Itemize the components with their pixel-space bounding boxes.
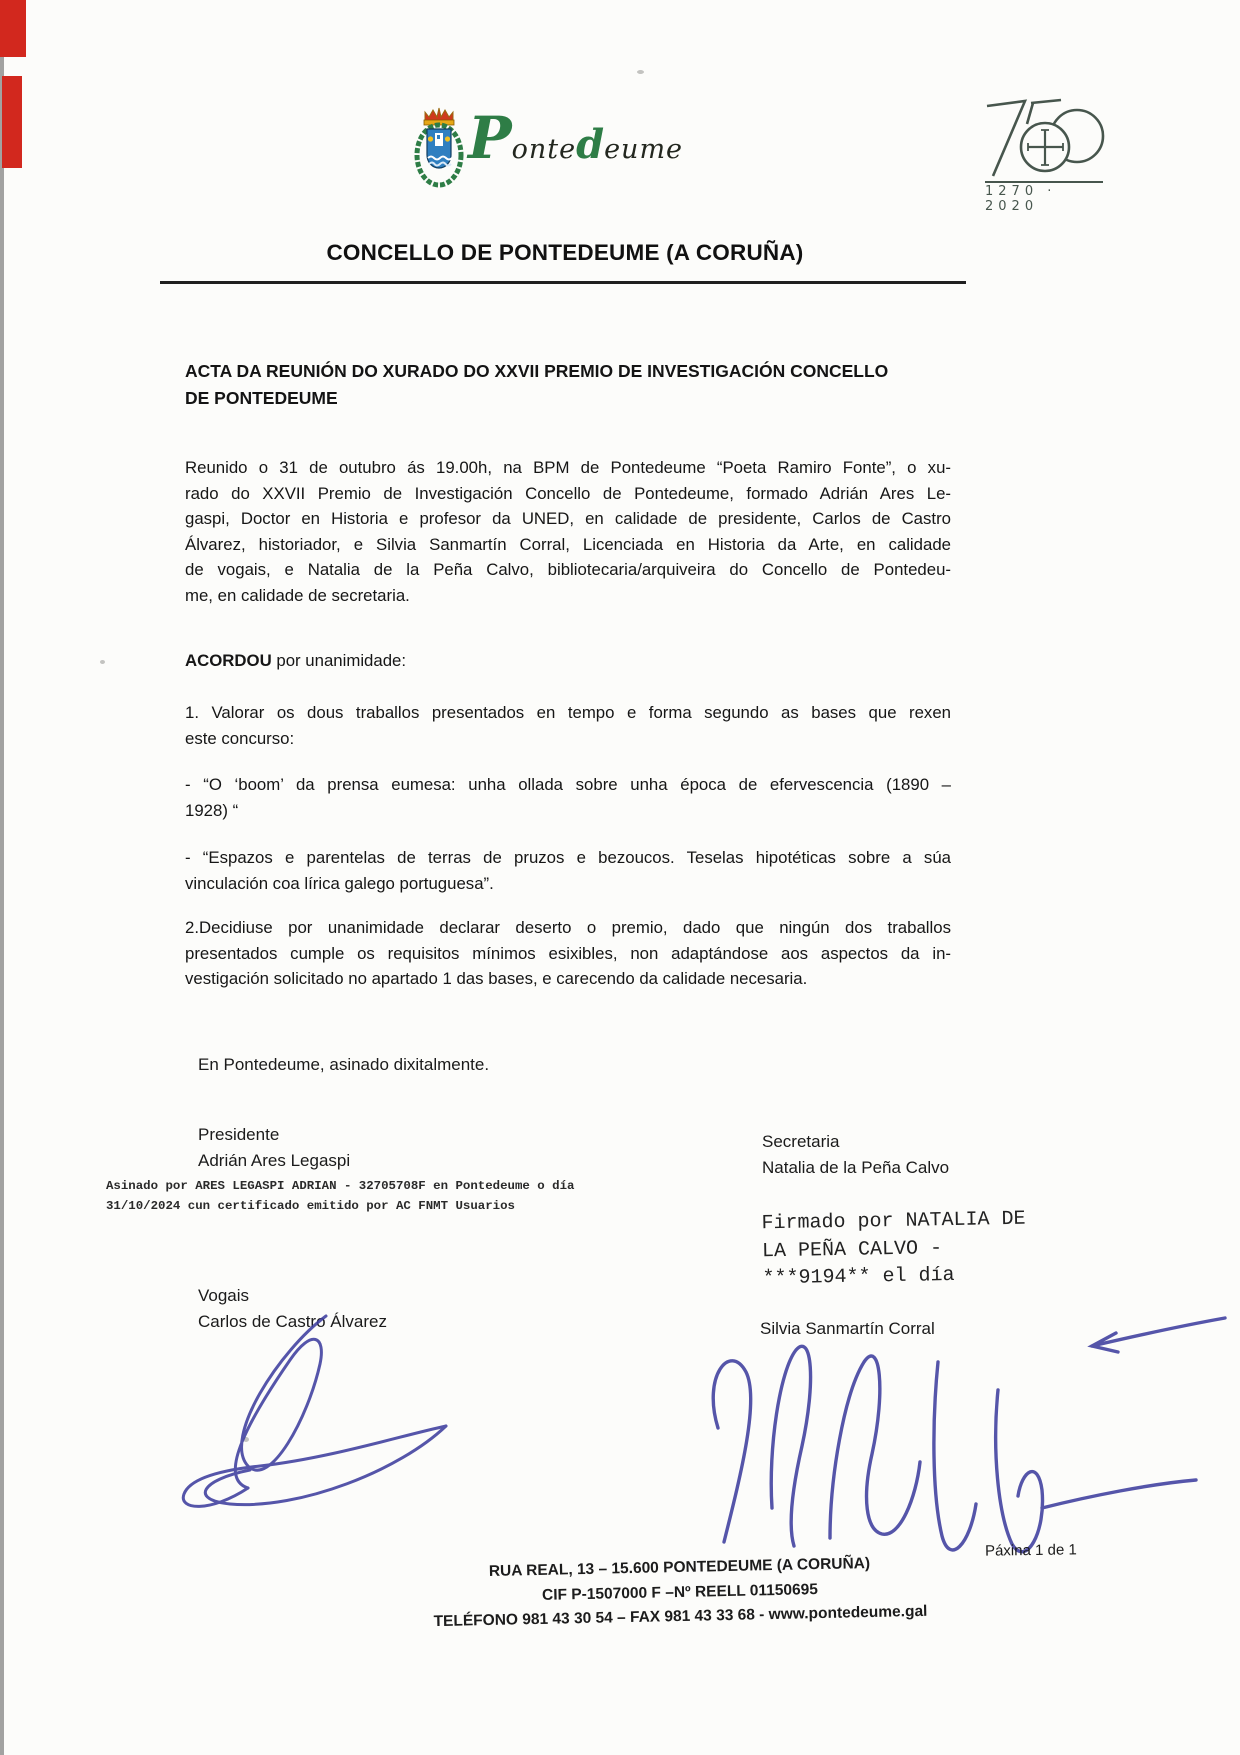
- work-title-2: [185, 845, 951, 896]
- digital-signature-line: 31/10/2024 cun certificado emitido por AC FNMT Usuarios: [106, 1199, 515, 1213]
- arrow-stroke: [1092, 1318, 1225, 1346]
- pontedeume-crest-icon: [414, 106, 464, 188]
- president-block: [198, 1122, 350, 1174]
- vocal-name-carlos: Carlos de Castro Álvarez: [198, 1312, 387, 1331]
- digital-signature-line: ***9194** el día: [762, 1263, 955, 1291]
- document-title-line: DE PONTEDEUME: [185, 388, 338, 408]
- red-corner-mark-bottom: [2, 76, 22, 168]
- red-corner-mark-top: [0, 0, 26, 57]
- digital-signature-line: Firmado por NATALIA DE: [761, 1207, 1026, 1236]
- work-title-1: [185, 772, 951, 823]
- document-title: [185, 358, 955, 412]
- agreement-heading-rest: por unanimidade:: [271, 651, 407, 670]
- work1-line: 1928) “: [185, 800, 239, 820]
- anniversary-750-logo-icon: [985, 96, 1105, 188]
- scan-speck: [637, 70, 644, 74]
- footer-contact-block: [269, 1547, 1090, 1638]
- wordmark-initial-p: P: [468, 104, 512, 172]
- secretary-role-label: Secretaria: [762, 1132, 840, 1151]
- pontedeume-wordmark: [468, 104, 684, 178]
- secretary-digital-signature: [761, 1206, 1026, 1293]
- intro-line: de vogais, e Natalia de la Peña Calvo, bibliotecaria/arquiveira do Concello de Pontedeu-: [185, 560, 951, 580]
- digital-signature-line: Asinado por ARES LEGASPI ADRIAN - 32705708F en Pontedeume o día: [106, 1179, 575, 1193]
- footer-address-line: RUA REAL, 13 – 15.600 PONTEDEUME (A CORUÑA): [488, 1555, 871, 1580]
- secretary-block: [762, 1129, 949, 1181]
- footer-phone-line: TELÉFONO 981 43 30 54 – FAX 981 43 33 68 - www.pontedeume.gal: [433, 1602, 928, 1631]
- scan-speck: [243, 1437, 249, 1442]
- item2-line: presentados cumple os requisitos mínimos esixibles, non adaptándose aos aspectos da in-: [185, 943, 951, 963]
- intro-line: rado do XXVII Premio de Investigación Concello de Pontedeume, formado Adrián Ares Le-: [185, 483, 951, 503]
- president-role-label: Presidente: [198, 1125, 280, 1144]
- item2-line: 2.Decidiuse por unanimidade declarar deserto o premio, dado que ningún dos traballos: [185, 918, 951, 937]
- item2-line: vestigación solicitado no apartado 1 das bases, e carecendo da calidade necesaria.: [185, 969, 808, 989]
- item1-line: 1. Valorar os dous traballos presentados en tempo e forma segundo as bases que rexen: [185, 703, 951, 722]
- wordmark-eume: eume: [604, 134, 684, 165]
- header-rule: [160, 281, 966, 284]
- org-title: CONCELLO DE PONTEDEUME (A CORUÑA): [326, 240, 804, 265]
- intro-line: Álvarez, historiador, e Silvia Sanmartín Corral, Licenciada en Historia da Arte, en calidade: [185, 534, 951, 554]
- vocal-name-silvia: Silvia Sanmartín Corral: [760, 1319, 935, 1338]
- item1-line: este concurso:: [185, 728, 295, 748]
- president-digital-signature: [106, 1176, 574, 1216]
- work1-line: - “O ‘boom’ da prensa eumesa: unha ollada sobre unha época de efervescencia (1890 –: [185, 775, 951, 794]
- wordmark-d: d: [576, 121, 605, 168]
- closing-statement: En Pontedeume, asinado dixitalmente.: [198, 1055, 490, 1074]
- intro-line: me, en calidade de secretaria.: [185, 585, 410, 605]
- agreement-item-1: [185, 700, 951, 751]
- document-title-line: ACTA DA REUNIÓN DO XURADO DO XXVII PREMIO DE INVESTIGACIÓN CONCELLO: [185, 361, 889, 381]
- footer-cif-line: CIF P-1507000 F –Nº REELL 01150695: [541, 1580, 819, 1604]
- work2-line: - “Espazos e parentelas de terras de pruzos e bezoucos. Teselas hipotéticas sobre a súa: [185, 848, 951, 867]
- agreement-heading: [185, 648, 951, 674]
- intro-paragraph: [185, 455, 951, 609]
- vocals-block: [198, 1283, 387, 1335]
- intro-line: Reunido o 31 de outubro ás 19.00h, na BPM de Pontedeume “Poeta Ramiro Fonte”, o xu-: [185, 458, 951, 477]
- work2-line: vinculación coa lírica galego portuguesa”.: [185, 873, 494, 893]
- agreement-item-2: [185, 915, 951, 992]
- scan-speck: [100, 660, 105, 664]
- scan-edge-line: [0, 0, 4, 1755]
- secretary-name: Natalia de la Peña Calvo: [762, 1158, 950, 1177]
- anniversary-years: 1270 · 2020: [985, 184, 1057, 214]
- wordmark-onte: onte: [511, 134, 577, 165]
- page-number: Páxina 1 de 1: [984, 1541, 1077, 1560]
- vocals-label: Vogais: [198, 1286, 250, 1305]
- president-name: Adrián Ares Legaspi: [198, 1151, 351, 1170]
- agreement-heading-bold: ACORDOU: [185, 651, 272, 670]
- digital-signature-line: LA PEÑA CALVO -: [761, 1236, 943, 1263]
- intro-line: gaspi, Doctor en Historia e profesor da UNED, en calidade de presidente, Carlos de Castro: [185, 509, 951, 529]
